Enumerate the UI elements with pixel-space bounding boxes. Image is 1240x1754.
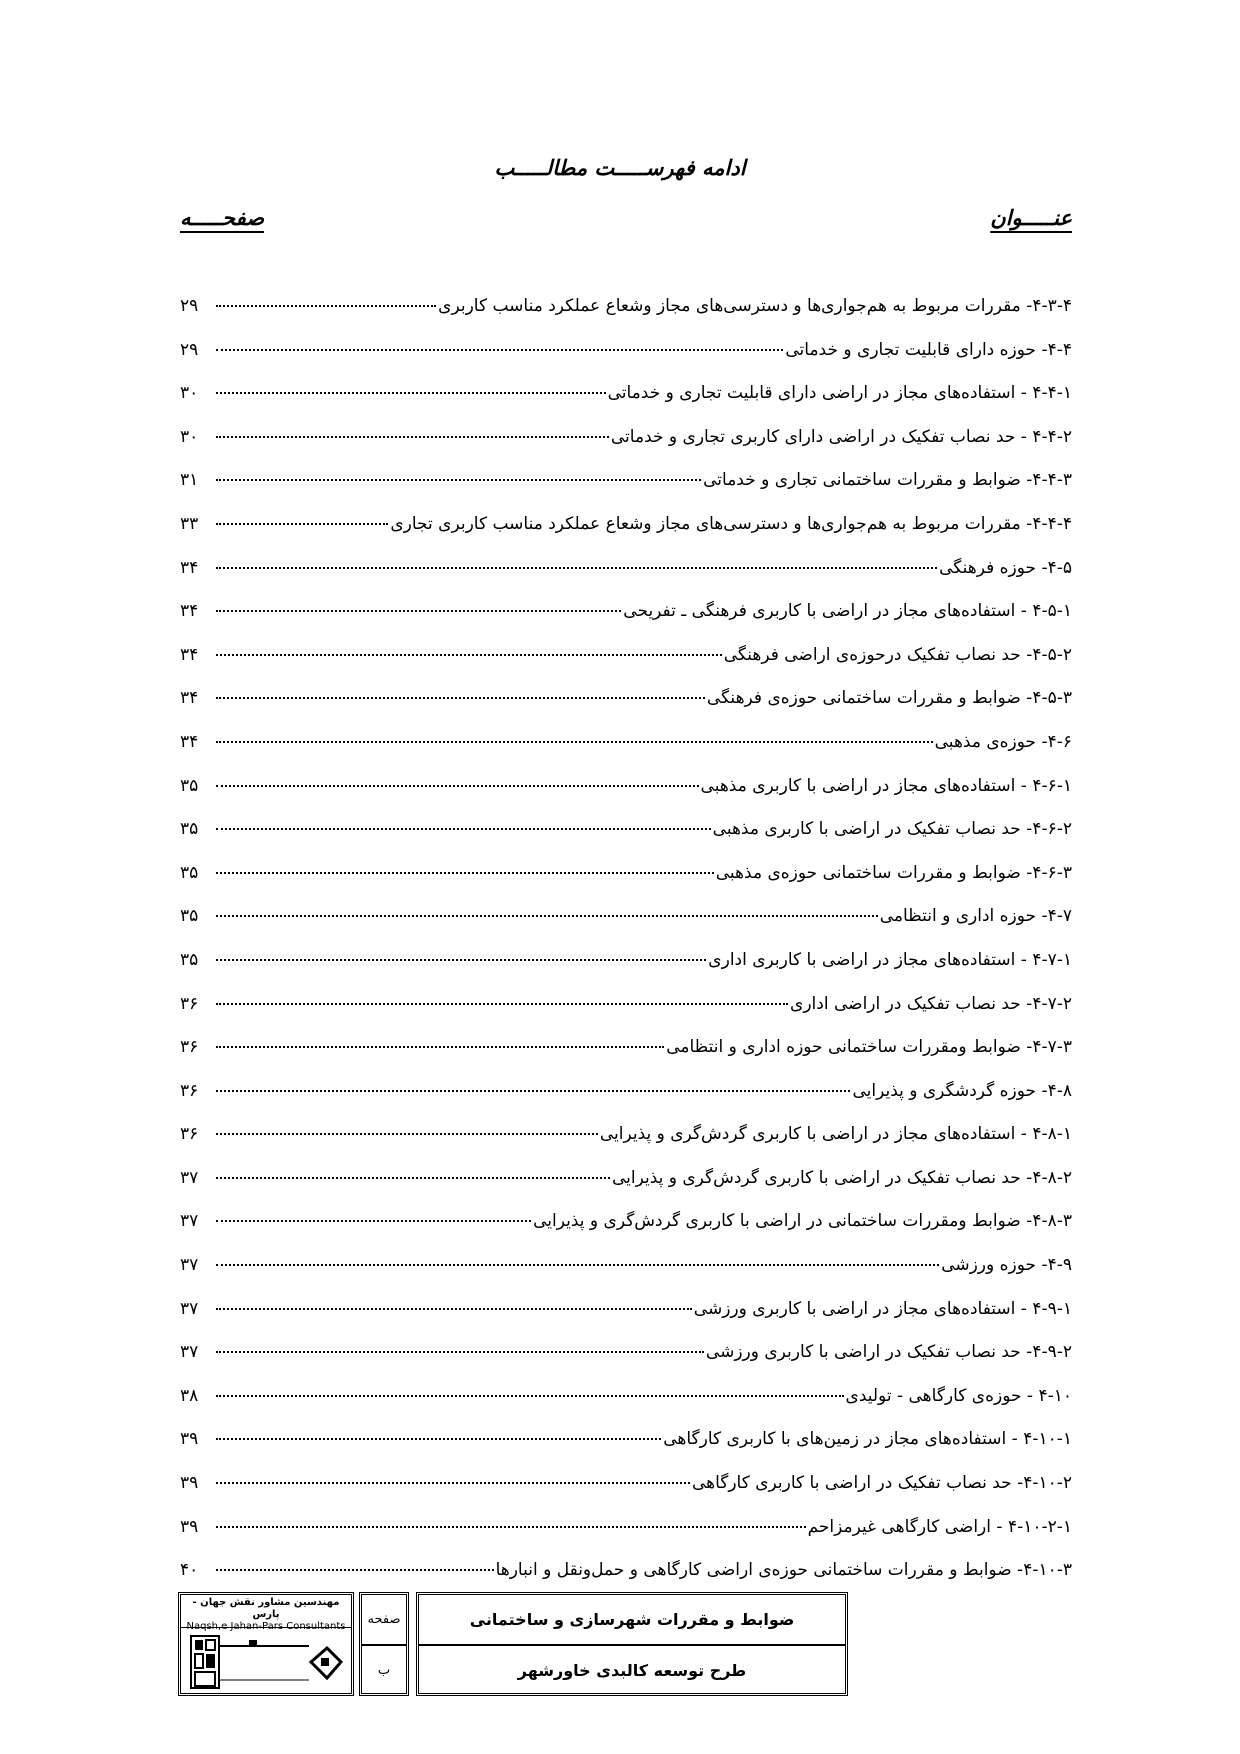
company-logo-icon xyxy=(189,1634,345,1690)
toc-entry[interactable] xyxy=(180,1124,1072,1168)
toc-entry-text: - ضوابط و مقررات ساختمانی حوزه‌ی اراضی کارگاهی و حمل‌ونقل و انبارها xyxy=(495,1560,1024,1581)
leader-dots xyxy=(216,523,388,525)
leader-dots xyxy=(216,1526,806,1528)
toc-entry[interactable] xyxy=(180,906,1072,950)
toc-entry-number: ۴-۴-۱ xyxy=(1032,383,1072,404)
toc-entry-label xyxy=(701,776,1072,796)
company-name-fa: مهندسین مشاور نقش جهان - پارس xyxy=(192,1597,340,1620)
toc-entry-label xyxy=(724,645,1072,665)
company-logo-cell xyxy=(178,1592,354,1696)
toc-entry-text: - ضوابط و مقررات ساختمانی حوزه‌ی مذهبی xyxy=(715,862,1033,883)
toc-entry-number: ۴-۷-۲ xyxy=(1032,993,1072,1014)
toc-entry[interactable] xyxy=(180,1386,1072,1430)
toc-entry-page: ۳۷ xyxy=(180,1342,199,1363)
toc-entry-label xyxy=(880,906,1072,926)
document-title: ضوابط و مقررات شهرسازی و ساختمانی xyxy=(419,1595,845,1646)
toc-entry[interactable] xyxy=(180,950,1072,994)
toc-entry-label xyxy=(939,558,1072,578)
toc-entry-number: ۴-۵ xyxy=(1047,557,1072,578)
leader-dots xyxy=(216,305,436,307)
toc-entry[interactable] xyxy=(180,470,1072,514)
toc-entry-page: ۳۵ xyxy=(180,862,199,883)
toc-entry-label xyxy=(713,819,1072,839)
toc-entry-label xyxy=(852,1081,1072,1101)
toc-entry-page: ۳۶ xyxy=(180,993,199,1014)
toc-entry[interactable] xyxy=(180,1429,1072,1473)
toc-entry-text: - استفاده‌های مجاز در اراضی با کاربری اداری xyxy=(708,949,1033,970)
toc-entry-text: - حد نصاب تفکیک در اراضی با کاربری کارگاهی xyxy=(691,1473,1024,1494)
toc-entry[interactable] xyxy=(180,383,1072,427)
toc-entry-label xyxy=(663,1429,1072,1449)
toc-entry-text: - حوزه فرهنگی xyxy=(939,557,1048,578)
toc-entry[interactable] xyxy=(180,1081,1072,1125)
toc-entry-text: - حوزه ورزشی xyxy=(941,1255,1048,1276)
leader-dots xyxy=(216,1482,690,1484)
toc-entry-number: ۴-۴-۲ xyxy=(1032,426,1072,447)
toc-entry-number: ۴-۷ xyxy=(1047,906,1072,927)
leader-dots xyxy=(216,479,701,481)
toc-entry[interactable] xyxy=(180,558,1072,602)
toc-entry-page: ۳۰ xyxy=(180,426,199,447)
leader-dots xyxy=(216,654,722,656)
toc-entry-page: ۳۷ xyxy=(180,1211,199,1232)
toc-entry-text: - اراضی کارگاهی غیرمزاحم xyxy=(807,1516,1008,1537)
toc-entry-number: ۴-۹-۲ xyxy=(1032,1342,1072,1363)
toc-entry-number: ۴-۴ xyxy=(1047,339,1072,360)
toc-entry-label xyxy=(623,601,1072,621)
toc-entry[interactable] xyxy=(180,296,1072,340)
toc-entry[interactable] xyxy=(180,1517,1072,1561)
toc-entry-label xyxy=(846,1386,1072,1406)
toc-entry-page: ۳۴ xyxy=(180,731,199,752)
toc-entry-label xyxy=(716,863,1072,883)
toc-entry-number: ۴-۸-۲ xyxy=(1032,1167,1072,1188)
toc-entry-text: - ضوابط و مقررات ساختمانی حوزه‌ی فرهنگی xyxy=(706,688,1033,709)
leader-dots xyxy=(216,828,711,830)
page-number: ب xyxy=(377,1663,391,1678)
toc-entry-page: ۳۷ xyxy=(180,1255,199,1276)
toc-entry-text: - ضوابط ومقررات ساختمانی در اراضی با کاربری گردش‌گری و پذیرایی xyxy=(533,1211,1033,1232)
table-of-contents xyxy=(180,296,1072,1604)
toc-entry-page: ۳۸ xyxy=(180,1385,199,1406)
page-label: صفحه xyxy=(362,1595,406,1646)
leader-dots xyxy=(216,1264,939,1266)
toc-entry-page: ۳۷ xyxy=(180,1298,199,1319)
toc-entry-page: ۳۰ xyxy=(180,383,199,404)
page-number-cell xyxy=(359,1592,409,1696)
toc-entry-number: ۴-۶-۱ xyxy=(1032,775,1072,796)
toc-entry[interactable] xyxy=(180,732,1072,776)
leader-dots xyxy=(216,1046,664,1048)
toc-entry-page: ۳۴ xyxy=(180,644,199,665)
toc-entry-number: ۴-۴-۳ xyxy=(1032,470,1072,491)
toc-entry[interactable] xyxy=(180,688,1072,732)
toc-entry-label xyxy=(611,427,1072,447)
leader-dots xyxy=(216,1351,704,1353)
toc-entry[interactable] xyxy=(180,514,1072,558)
toc-entry-number: ۴-۸-۳ xyxy=(1032,1211,1072,1232)
toc-entry-page: ۲۹ xyxy=(180,296,199,316)
toc-entry-number: ۴-۵-۲ xyxy=(1032,644,1072,665)
leader-dots xyxy=(216,392,606,394)
toc-entry-number: ۴-۹-۱ xyxy=(1032,1298,1072,1319)
toc-entry-label xyxy=(438,296,1072,316)
toc-entry-number: ۴-۴-۴ xyxy=(1032,513,1072,534)
toc-entry-text: - حوزه اداری و انتظامی xyxy=(879,906,1048,927)
toc-entry-label xyxy=(941,1255,1072,1275)
leader-dots xyxy=(216,959,706,961)
toc-entry-label xyxy=(608,383,1072,403)
toc-entry-number: ۴-۱۰-۱ xyxy=(1023,1429,1072,1450)
toc-entry-text: - استفاده‌های مجاز در اراضی با کاربری گردش‌گری و پذیرایی xyxy=(599,1124,1033,1145)
toc-entry-label xyxy=(703,470,1072,490)
toc-entry[interactable] xyxy=(180,1168,1072,1212)
leader-dots xyxy=(216,1177,610,1179)
toc-entry-text: - حوزه دارای قابلیت تجاری و خدماتی xyxy=(785,339,1048,360)
toc-entry-text: - حد نصاب تفکیک در اراضی با کاربری گردش‌گری و پذیرایی xyxy=(611,1167,1033,1188)
toc-entry[interactable] xyxy=(180,1255,1072,1299)
toc-entry-label xyxy=(533,1211,1072,1231)
leader-dots xyxy=(216,1438,661,1440)
column-header-page: صفحـــــه xyxy=(180,206,265,230)
leader-dots xyxy=(216,1308,692,1310)
toc-entry[interactable] xyxy=(180,1037,1072,1081)
toc-entry-label xyxy=(600,1124,1072,1144)
toc-entry-text: - ضوابط و مقررات ساختمانی تجاری و خدماتی xyxy=(703,470,1033,491)
toc-entry-number: ۴-۵-۳ xyxy=(1032,688,1072,709)
leader-dots xyxy=(216,1133,598,1135)
toc-entry-page: ۳۹ xyxy=(180,1473,199,1494)
leader-dots xyxy=(216,1395,844,1397)
toc-entry-text: - حد نصاب تفکیک در اراضی با کاربری ورزشی xyxy=(705,1342,1033,1363)
toc-entry[interactable] xyxy=(180,1473,1072,1517)
leader-dots xyxy=(216,567,937,569)
toc-entry-label xyxy=(708,950,1072,970)
company-name-en: Naqsh,e Jahan-Pars Consultants xyxy=(186,1621,346,1632)
toc-entry-text: - حوزه‌ی مذهبی xyxy=(934,731,1048,752)
toc-entry-page: ۳۵ xyxy=(180,775,199,796)
column-header-title: عنـــــوان xyxy=(990,206,1072,230)
project-title: طرح توسعه کالبدی خاورشهر xyxy=(517,1661,747,1680)
toc-entry-number: ۴-۶ xyxy=(1047,731,1072,752)
leader-dots xyxy=(216,1003,788,1005)
toc-entry-number: ۴-۷-۳ xyxy=(1032,1037,1072,1058)
toc-entry[interactable] xyxy=(180,819,1072,863)
toc-entry-page: ۳۱ xyxy=(180,470,199,491)
toc-entry-text: - استفاده‌های مجاز در اراضی با کاربری فرهنگی ـ تفریحی xyxy=(623,601,1033,622)
toc-entry-page: ۳۴ xyxy=(180,688,199,709)
toc-entry-text: - مقررات مربوط به هم‌جواری‌ها و دسترسی‌های مجاز وشعاع عملکرد مناسب کاربری تجاری xyxy=(390,513,1033,534)
leader-dots xyxy=(216,610,621,612)
toc-entry-text: - حد نصاب تفکیک درحوزه‌ی اراضی فرهنگی xyxy=(723,644,1033,665)
toc-entry-text: - استفاده‌های مجاز در زمین‌های با کاربری کارگاهی xyxy=(663,1429,1024,1450)
toc-entry-page: ۳۵ xyxy=(180,906,199,927)
toc-entry[interactable] xyxy=(180,1211,1072,1255)
leader-dots xyxy=(216,741,933,743)
toc-entry-label xyxy=(390,514,1072,534)
toc-entry-text: - استفاده‌های مجاز در اراضی دارای قابلیت تجاری و خدماتی xyxy=(607,383,1033,404)
toc-entry-page: ۳۴ xyxy=(180,557,199,578)
toc-entry[interactable] xyxy=(180,994,1072,1038)
toc-entry[interactable] xyxy=(180,645,1072,689)
toc-entry-page: ۳۹ xyxy=(180,1429,199,1450)
toc-entry-text: - حد نصاب تفکیک در اراضی دارای کاربری تجاری و خدماتی xyxy=(610,426,1033,447)
toc-entry-label xyxy=(790,994,1072,1014)
toc-entry-number: ۴-۶-۳ xyxy=(1032,862,1072,883)
toc-entry-page: ۴۰ xyxy=(180,1560,199,1581)
page-title: ادامه فهرســـــت مطالـــــب xyxy=(494,156,746,180)
leader-dots xyxy=(216,436,609,438)
toc-entry-text: - حد نصاب تفکیک در اراضی اداری xyxy=(790,993,1033,1014)
leader-dots xyxy=(216,1569,494,1571)
leader-dots xyxy=(216,872,714,874)
toc-entry[interactable] xyxy=(180,601,1072,645)
toc-entry-number: ۴-۸ xyxy=(1047,1080,1072,1101)
page-footer xyxy=(178,1592,848,1696)
toc-entry[interactable] xyxy=(180,776,1072,820)
toc-entry-page: ۳۶ xyxy=(180,1037,199,1058)
toc-entry-number: ۴-۱۰-۳ xyxy=(1023,1560,1072,1581)
toc-entry-label xyxy=(692,1473,1072,1493)
toc-entry-number: ۴-۷-۱ xyxy=(1032,949,1072,970)
toc-entry[interactable] xyxy=(180,1342,1072,1386)
leader-dots xyxy=(216,697,705,699)
toc-entry-number: ۴-۱۰-۲ xyxy=(1023,1473,1072,1494)
toc-entry-text: - استفاده‌های مجاز در اراضی با کاربری مذهبی xyxy=(700,775,1033,796)
document-title-cell xyxy=(416,1592,848,1696)
toc-entry-page: ۳۵ xyxy=(180,949,199,970)
toc-entry-text: - مقررات مربوط به هم‌جواری‌ها و دسترسی‌های مجاز وشعاع عملکرد مناسب کاربری xyxy=(438,296,1033,316)
toc-entry-label xyxy=(612,1168,1072,1188)
toc-entry-number: ۴-۵-۱ xyxy=(1032,601,1072,622)
toc-entry-label xyxy=(496,1560,1072,1580)
toc-entry-page: ۳۹ xyxy=(180,1516,199,1537)
toc-entry-page: ۳۶ xyxy=(180,1080,199,1101)
toc-entry-label xyxy=(706,1342,1072,1362)
toc-entry-label xyxy=(707,688,1072,708)
toc-entry-text: - حوزه گردشگری و پذیرایی xyxy=(852,1080,1048,1101)
toc-entry[interactable] xyxy=(180,427,1072,471)
toc-entry-number: ۴-۶-۲ xyxy=(1032,819,1072,840)
toc-entry-number: ۴-۱۰ xyxy=(1038,1385,1072,1406)
toc-entry-page: ۳۶ xyxy=(180,1124,199,1145)
leader-dots xyxy=(216,349,783,351)
toc-entry-number: ۴-۹ xyxy=(1047,1255,1072,1276)
toc-entry-text: - استفاده‌های مجاز در اراضی با کاربری ورزشی xyxy=(693,1298,1033,1319)
toc-entry-text: - ضوابط ومقررات ساختمانی حوزه اداری و انتظامی xyxy=(666,1037,1033,1058)
leader-dots xyxy=(216,915,878,917)
toc-entry-text: - حوزه‌ی کارگاهی - تولیدی xyxy=(845,1385,1039,1406)
toc-entry-page: ۲۹ xyxy=(180,339,199,360)
toc-entry-number: ۴-۱۰-۲-۱ xyxy=(1007,1516,1072,1537)
toc-entry-label xyxy=(935,732,1072,752)
toc-entry[interactable] xyxy=(180,340,1072,384)
toc-entry-text: - حد نصاب تفکیک در اراضی با کاربری مذهبی xyxy=(712,819,1033,840)
toc-entry-label xyxy=(666,1037,1072,1057)
leader-dots xyxy=(216,785,699,787)
leader-dots xyxy=(216,1220,531,1222)
toc-entry[interactable] xyxy=(180,1299,1072,1343)
toc-entry[interactable] xyxy=(180,863,1072,907)
toc-entry-number: ۴-۳-۴ xyxy=(1032,296,1072,316)
toc-entry-number: ۴-۸-۱ xyxy=(1032,1124,1072,1145)
toc-entry-page: ۳۳ xyxy=(180,513,199,534)
leader-dots xyxy=(216,1090,850,1092)
toc-entry-label xyxy=(808,1517,1072,1537)
toc-entry-label xyxy=(694,1299,1072,1319)
toc-entry-page: ۳۴ xyxy=(180,601,199,622)
toc-entry-page: ۳۵ xyxy=(180,819,199,840)
toc-entry-page: ۳۷ xyxy=(180,1167,199,1188)
toc-entry-label xyxy=(785,340,1072,360)
